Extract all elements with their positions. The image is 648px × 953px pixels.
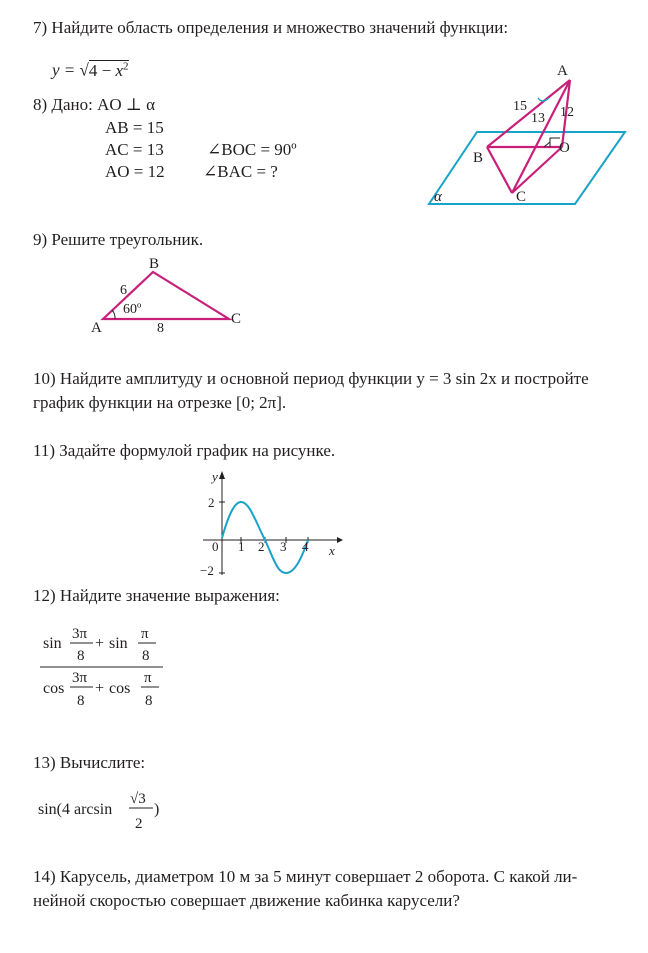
num-frac1-bottom: 8 bbox=[77, 648, 85, 664]
segment-bc bbox=[487, 147, 512, 193]
side-ab-label: 6 bbox=[120, 283, 127, 298]
side-ac-label: 8 bbox=[157, 321, 164, 336]
problem-10-line-2: график функции на отрезке [0; 2π]. bbox=[33, 393, 287, 412]
label-15: 15 bbox=[513, 99, 527, 114]
angle-arc-a bbox=[538, 98, 549, 101]
den-frac2-bottom: 8 bbox=[145, 693, 153, 709]
problem-11-text: 11) Задайте формулой график на рисунке. bbox=[33, 441, 336, 460]
sqrt-sign: √ bbox=[79, 60, 89, 80]
segment-oc bbox=[512, 147, 562, 193]
problem-11-graph bbox=[195, 465, 345, 580]
angle-label: 60º bbox=[123, 302, 142, 317]
problem-8-label: 8) Дано: AO ⊥ α bbox=[33, 95, 156, 114]
den-frac1-top: 3π bbox=[72, 670, 88, 686]
problem-14-line-2: нейной скоростью совершает движение кабинка карусели? bbox=[33, 891, 460, 910]
label-alpha: α bbox=[434, 189, 442, 205]
y-label-minus-2: −2 bbox=[200, 563, 214, 578]
num-frac1-top: 3π bbox=[72, 626, 88, 642]
problem-9-triangle bbox=[85, 252, 255, 337]
x-label-4: 4 bbox=[302, 539, 309, 554]
given-ab: AB = 15 bbox=[105, 118, 164, 137]
given-ac: AC = 13 bbox=[105, 140, 164, 159]
den-plus: + bbox=[95, 680, 105, 697]
arcsin-frac-top: √3 bbox=[130, 791, 146, 807]
given-angle-boc: ∠BOC = 90º bbox=[207, 140, 297, 159]
given-ao: AO = 12 bbox=[105, 162, 165, 181]
x-label-3: 3 bbox=[280, 539, 287, 554]
arcsin-prefix: sin(4 arcsin bbox=[38, 801, 113, 818]
question-angle-bac: ∠BAC = ? bbox=[203, 162, 278, 181]
label-12: 12 bbox=[560, 105, 574, 120]
den-frac1-bottom: 8 bbox=[77, 693, 85, 709]
label-a: A bbox=[557, 63, 568, 79]
num-frac2-top: π bbox=[141, 626, 149, 642]
num-frac2-bottom: 8 bbox=[142, 648, 150, 664]
problem-13-expression bbox=[35, 783, 175, 838]
radicand-exponent: 2 bbox=[123, 60, 129, 72]
problem-7-formula bbox=[52, 56, 129, 81]
y-axis-arrow bbox=[219, 471, 225, 479]
problem-8-figure bbox=[420, 58, 635, 210]
vertex-c: C bbox=[231, 311, 242, 327]
segment-ac bbox=[512, 80, 570, 193]
label-c: C bbox=[516, 189, 527, 205]
problem-10-line-1: 10) Найдите амплитуду и основной период функции y = 3 sin 2x и постройте bbox=[33, 369, 589, 388]
plane-alpha bbox=[429, 132, 625, 204]
den-cos-2: cos bbox=[109, 680, 131, 697]
num-sin-2: sin bbox=[109, 635, 128, 652]
problem-12-text: 12) Найдите значение выражения: bbox=[33, 586, 280, 605]
x-axis-arrow bbox=[337, 537, 343, 543]
problem-13-text: 13) Вычислите: bbox=[33, 753, 146, 772]
arcsin-suffix: ) bbox=[154, 801, 160, 818]
label-b: B bbox=[473, 150, 484, 166]
x-axis-label: x bbox=[329, 543, 335, 558]
num-plus: + bbox=[95, 635, 105, 652]
label-13: 13 bbox=[531, 111, 545, 126]
radicand-variable: x bbox=[115, 60, 124, 80]
radicand bbox=[89, 60, 129, 80]
y-axis-label: y bbox=[212, 469, 218, 484]
y-label-2: 2 bbox=[208, 495, 215, 510]
angle-arc-60 bbox=[112, 310, 115, 319]
label-o: O bbox=[559, 140, 570, 156]
vertex-a: A bbox=[91, 320, 102, 336]
arcsin-frac-bottom: 2 bbox=[135, 816, 143, 832]
radicand-number: 4 − bbox=[88, 60, 116, 80]
vertex-b: B bbox=[149, 256, 160, 272]
problem-12-expression bbox=[38, 620, 173, 720]
num-sin-1: sin bbox=[43, 635, 62, 652]
den-frac2-top: π bbox=[144, 670, 152, 686]
x-label-1: 1 bbox=[238, 539, 245, 554]
den-cos-1: cos bbox=[43, 680, 65, 697]
segment-ab bbox=[487, 80, 570, 147]
origin-label: 0 bbox=[212, 539, 219, 554]
problem-9-text: 9) Решите треугольник. bbox=[33, 230, 204, 249]
problem-7-text: 7) Найдите область определения и множество значений функции: bbox=[33, 18, 509, 37]
formula-lhs: y = bbox=[52, 60, 76, 80]
x-label-2: 2 bbox=[258, 539, 265, 554]
problem-14-line-1: 14) Карусель, диаметром 10 м за 5 минут совершает 2 оборота. С какой ли- bbox=[33, 867, 578, 886]
